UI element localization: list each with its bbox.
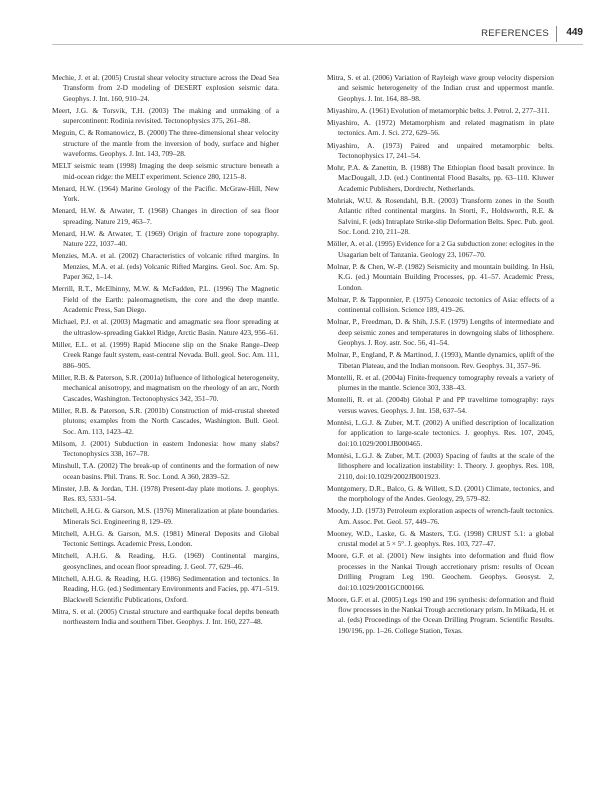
right-column	[327, 73, 554, 638]
reference-entry: Michael, P.J. et al. (2003) Magmatic and amagmatic sea floor spreading at the ultraslow-spreading Gakkel Ridge, Arctic Basin. Nature 423, 956–61.	[52, 317, 279, 337]
reference-entry: Miyashiro, A. (1973) Paired and unpaired metamorphic belts. Tectonophysics 17, 241–54.	[327, 140, 554, 160]
reference-entry: Molnar, P., England, P. & Martinod, J. (1993), Mantle dynamics, uplift of the Tibetan Plateau, and the Indian monsoon. Rev. Geophys. 31, 357–96.	[327, 350, 554, 370]
reference-entry: Moore, G.F. et al. (2001) New insights into deformation and fluid flow processes in the Nankai Trough accretionary prism: results of Ocean Drilling Program Leg 190. Geochem. Geophys. Geosyst. 2, doi:10.1029/2001GC000166.	[327, 551, 554, 592]
reference-entry: Miyashiro, A. (1972) Metamorphism and related magmatism in plate tectonics. Am. J. Sci. 272, 629–56.	[327, 118, 554, 138]
reference-entry: Montési, L.G.J. & Zuber, M.T. (2003) Spacing of faults at the scale of the lithosphere and localization instability: 1. Theory. J. geophys. Res. 108, 2110, doi:10.1029/2002JB001923.	[327, 450, 554, 481]
reference-entry: Menard, H.W. & Atwater, T. (1969) Origin of fracture zone topography. Nature 222, 1037–40.	[52, 228, 279, 249]
reference-entry: Molnar, P. & Tapponnier, P. (1975) Cenozoic tectonics of Asia: effects of a continental collision. Science 189, 419–26.	[327, 294, 554, 315]
reference-entry: Montési, L.G.J. & Zuber, M.T. (2002) A unified description of localization for application to large-scale tectonics. J. geophys. Res. 107, 2045, doi:10.1029/2001JB000465.	[327, 417, 554, 448]
reference-entry: Miller, R.B. & Paterson, S.R. (2001a) Influence of lithological heterogeneity, mechanical anisotropy, and magmatism on the rheology of an arc, North Cascades, Washington. Tectonophysics 342, 351–70.	[52, 372, 279, 403]
reference-entry: Montelli, R. et al. (2004b) Global P and PP traveltime tomography: rays versus waves. Geophys. J. Int. 158, 637–54.	[327, 395, 554, 415]
reference-entry: Molnar, P., Freedman, D. & Shih, J.S.F. (1979) Lengths of intermediate and deep seismic zones and temperatures in downgoing slabs of lithosphere. Geophys. J. Roy. astr. Soc. 56, 41–54.	[327, 317, 554, 348]
reference-entry: Menard, H.W. (1964) Marine Geology of the Pacific. McGraw-Hill, New York.	[52, 183, 279, 204]
reference-entry: MELT seismic team (1998) Imaging the deep seismic structure beneath a mid-ocean ridge: the MELT experiment. Science 280, 1215–8.	[52, 161, 279, 181]
reference-entry: Miller, R.B. & Paterson, S.R. (2001b) Construction of mid-crustal sheeted plutons; examples from the North Cascades, Washington. Bull. Geol. Soc. Am. 113, 1423–42.	[52, 405, 279, 436]
reference-entry: Mitchell, A.H.G. & Reading, H.G. (1969) Continental margins, geosynclines, and ocean floor spreading. J. Geol. 77, 629–46.	[52, 551, 279, 571]
reference-entry: Mooney, W.D., Laske, G. & Masters, T.G. (1998) CRUST 5.1: a global crustal model at 5 × 5°. J. geophys. Res. 103, 727–47.	[327, 528, 554, 549]
reference-entry: Minshull, T.A. (2002) The break-up of continents and the formation of new ocean basins. Phil. Trans. R. Soc. Lond. A 360, 2839–52.	[52, 461, 279, 481]
reference-entry: Mohriak, W.U. & Rosendahl, B.R. (2003) Transform zones in the South Atlantic rifted continental margins. In Storti, F., Holdsworth, R.E. & Salvini, F. (eds) Intraplate Strike-slip Deformation Belts. Spec. Pub. geol. Soc. Lond. 210, 211–28.	[327, 195, 554, 237]
reference-entry: Menzies, M.A. et al. (2002) Characteristics of volcanic rifted margins. In Menzies, M.A. et al. (eds) Volcanic Rifted Margins. Geol. Soc. Am. Sp. Paper 362, 1–14.	[52, 251, 279, 282]
section-title: REFERENCES	[481, 28, 549, 39]
reference-entry: Minster, J.B. & Jordan, T.H. (1978) Present-day plate motions. J. geophys. Res. 83, 5331–54.	[52, 483, 279, 504]
reference-entry: Mitchell, A.H.G. & Reading, H.G. (1986) Sedimentation and tectonics. In Reading, H.G. (ed.) Sedimentary Environments and Facies, pp. 471–519. Blackwell Scientific Publications, Oxford.	[52, 573, 279, 604]
header-rule	[52, 44, 583, 45]
reference-entry: Mechie, J. et al. (2005) Crustal shear velocity structure across the Dead Sea Transform from 2-D modeling of DESERT explosion seismic data. Geophys. J. Int. 160, 910–24.	[52, 73, 279, 103]
reference-entry: Mitchell, A.H.G. & Garson, M.S. (1981) Mineral Deposits and Global Tectonic Settings. Academic Press, London.	[52, 528, 279, 549]
reference-entry: Menard, H.W. & Atwater, T. (1968) Changes in direction of sea floor spreading. Nature 219, 463–7.	[52, 206, 279, 226]
reference-entry: Moore, G.F. et al. (2005) Legs 190 and 196 synthesis: deformation and fluid flow processes in the Nankai Trough accretionary prism. In Mikada, H. et al. (eds) Proceedings of the Ocean Drilling Program. Scientific Results. 190/196, pp. 1–26. College Station, Texas.	[327, 594, 554, 635]
reference-entry: Montgomery, D.R., Balco, G. & Willett, S.D. (2001) Climate, tectonics, and the morphology of the Andes. Geology, 29, 579–82.	[327, 483, 554, 504]
reference-entry: Miller, E.L. et al. (1999) Rapid Miocene slip on the Snake Range–Deep Creek Range fault system, east-central Nevada. Bull. geol. Soc. Am. 111, 886–905.	[52, 339, 279, 370]
reference-entry: Moody, J.D. (1973) Petroleum exploration aspects of wrench-fault tectonics. Am. Assoc. Pet. Geol. 57, 449–76.	[327, 506, 554, 526]
running-header	[0, 26, 615, 42]
reference-entry: Milsom, J. (2001) Subduction in eastern Indonesia: how many slabs? Tectonophysics 338, 167–78.	[52, 438, 279, 459]
reference-entry: Mohr, P.A. & Zanettin, B. (1988) The Ethiopian flood basalt province. In MacDougall, J.D. (ed.) Continental Flood Basalts, pp. 63–110. Kluwer Academic Publishers, Dordrecht, Netherlands.	[327, 163, 554, 193]
left-column	[52, 73, 279, 629]
reference-entry: Montelli, R. et al. (2004a) Finite-frequency tomography reveals a variety of plumes in the mantle. Science 303, 338–43.	[327, 372, 554, 393]
reference-entry: Miyashiro, A. (1961) Evolution of metamorphic belts. J. Petrol. 2, 277–311.	[327, 105, 550, 115]
reference-entry: Merrill, R.T., McElhinny, M.W. & McFadden, P.L. (1996) The Magnetic Field of the Earth: paleomagnetism, the core and the deep mantle. Academic Press, San Diego.	[52, 284, 279, 315]
reference-entry: Molnar, P. & Chen, W.-P. (1982) Seismicity and mountain building. In Hsü, K.G. (ed.) Mountain Building Processes, pp. 41–57. Academic Press, London.	[327, 261, 554, 292]
reference-entry: Möller, A. et al. (1995) Evidence for a 2 Ga subduction zone: eclogites in the Usagarian belt of Tanzania. Geology 23, 1067–70.	[327, 239, 554, 259]
reference-entry: Mitra, S. et al. (2005) Crustal structure and earthquake focal depths beneath northeastern India and southern Tibet. Geophys. J. Int. 160, 227–48.	[52, 606, 279, 627]
reference-entry: Mitra, S. et al. (2006) Variation of Rayleigh wave group velocity dispersion and seismic heterogeneity of the Indian crust and uppermost mantle. Geophys. J. Int. 164, 88–98.	[327, 73, 554, 103]
page-number: 449	[566, 27, 583, 38]
reference-entry: Mitchell, A.H.G. & Garson, M.S. (1976) Mineralization at plate boundaries. Minerals Sci. Engineering 8, 129–69.	[52, 506, 279, 526]
reference-entry: Meert, J.G. & Torsvik, T.H. (2003) The making and unmaking of a supercontinent: Rodinia revisited. Tectonophysics 375, 261–88.	[52, 105, 279, 126]
reference-entry: Meguin, C. & Romanowicz, B. (2000) The three-dimensional shear velocity structure of the mantle from the inversion of body, surface and higher waveforms. Geophys. J. Int. 143, 709–28.	[52, 128, 279, 159]
header-separator	[556, 26, 558, 42]
